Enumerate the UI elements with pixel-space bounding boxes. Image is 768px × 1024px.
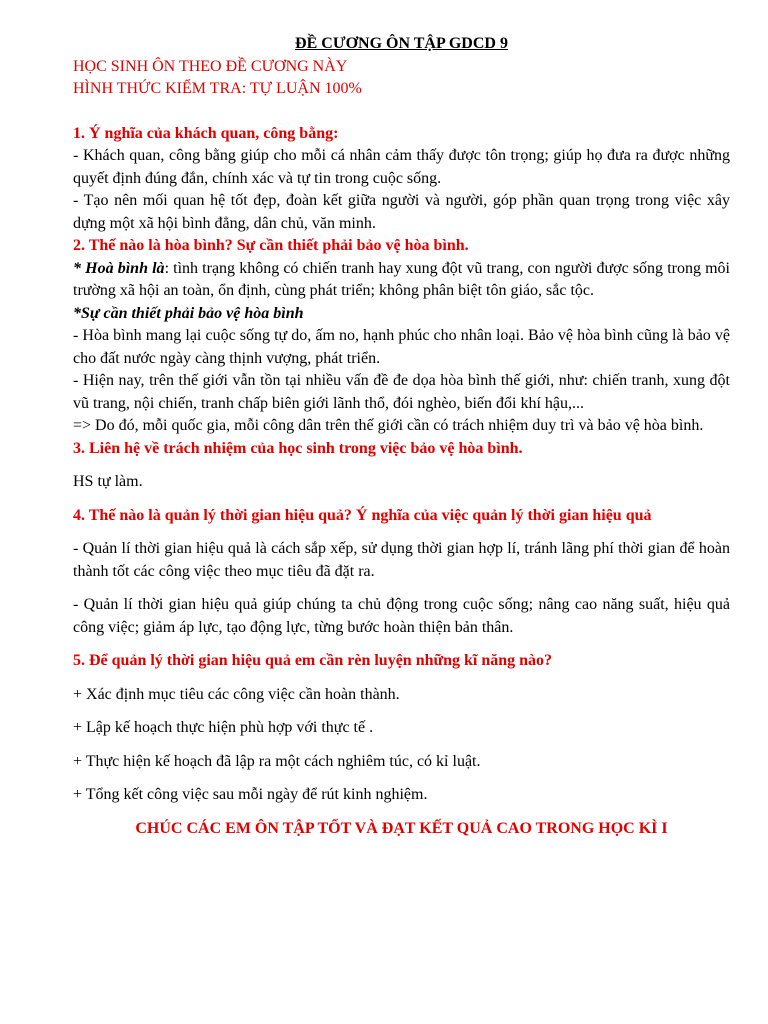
- section-2-paragraph: => Do đó, mỗi quốc gia, mỗi công dân trên thế giới cần có trách nhiệm duy trì và bảo vệ hòa bình.: [73, 417, 704, 434]
- skill-item: + Thực hiện kế hoạch đã lập ra một cách nghiêm túc, có kỉ luật.: [73, 752, 481, 770]
- section-4-paragraph: - Quản lí thời gian hiệu quả là cách sắp xếp, sử dụng thời gian hợp lí, tránh lãng phí thời gian để hoàn thành tốt các công việc theo mục tiêu đã đặt ra.: [73, 540, 730, 580]
- peace-definition-text: : tình trạng không có chiến tranh hay xung đột vũ trang, con người được sống trong môi trường xã hội an toàn, ổn định, cùng phát triển; không phân biệt tôn giáo, sắc tộc.: [73, 259, 731, 299]
- peace-necessity-label: *Sự cần thiết phải bảo vệ hòa bình: [73, 304, 304, 322]
- section-3-paragraph: HS tự làm.: [73, 473, 143, 490]
- document-page: [73, 33, 730, 840]
- closing-message: CHÚC CÁC EM ÔN TẬP TỐT VÀ ĐẠT KẾT QUẢ CAO TRONG HỌC KÌ I: [135, 819, 668, 837]
- skill-item: + Lập kế hoạch thực hiện phù hợp với thực tế .: [73, 719, 374, 736]
- section-4-heading: 4. Thế nào là quản lý thời gian hiệu quả? Ý nghĩa của việc quản lý thời gian hiệu quả: [73, 506, 652, 524]
- section-2-paragraph: - Hòa bình mang lại cuộc sống tự do, ấm no, hạnh phúc cho nhân loại. Bảo vệ hòa bình cũng là bảo vệ cho đất nước ngày càng thịnh vượng, phát triển.: [73, 327, 730, 367]
- section-1-paragraph: - Tạo nên mối quan hệ tốt đẹp, đoàn kết giữa người và người, góp phần quan trọng trong việc xây dựng một xã hội bình đẳng, dân chủ, văn minh.: [73, 192, 730, 232]
- section-5-heading: 5. Để quản lý thời gian hiệu quả em cần rèn luyện những kĩ năng nào?: [73, 652, 553, 669]
- section-1-paragraph: - Khách quan, công bằng giúp cho mỗi cá nhân cảm thấy được tôn trọng; giúp họ đưa ra được những quyết định đúng đắn, chính xác và tự tin trong cuộc sống.: [73, 147, 730, 187]
- instruction-line-1: HỌC SINH ÔN THEO ĐỀ CƯƠNG NÀY: [73, 57, 348, 75]
- skill-item: + Xác định mục tiêu các công việc cần hoàn thành.: [73, 685, 400, 703]
- section-2-paragraph: - Hiện nay, trên thế giới vẫn tồn tại nhiều vấn đề đe dọa hòa bình thế giới, như: chiến tranh, xung đột vũ trang, nội chiến, tranh chấp biên giới lãnh thổ, đói nghèo, biến đổi khí hậu,...: [73, 372, 730, 412]
- peace-definition: [73, 258, 730, 303]
- spacer: [73, 101, 730, 123]
- section-3-heading: 3. Liên hệ về trách nhiệm của học sinh trong việc bảo vệ hòa bình.: [73, 439, 523, 457]
- document-title: ĐỀ CƯƠNG ÔN TẬP GDCD 9: [295, 35, 508, 52]
- section-1-heading: 1. Ý nghĩa của khách quan, công bằng:: [73, 124, 339, 142]
- peace-definition-label: * Hoà bình là: [73, 259, 165, 277]
- instruction-line-2: HÌNH THỨC KIỂM TRA: TỰ LUẬN 100%: [73, 80, 362, 97]
- section-2-heading: 2. Thế nào là hòa bình? Sự cần thiết phải bảo vệ hòa bình.: [73, 237, 469, 254]
- section-4-paragraph: - Quản lí thời gian hiệu quả giúp chúng ta chủ động trong cuộc sống; nâng cao năng suất, hiệu quả công việc; giảm áp lực, tạo động lực, từng bước hoàn thiện bản thân.: [73, 596, 730, 636]
- skill-item: + Tổng kết công việc sau mỗi ngày để rút kinh nghiệm.: [73, 786, 428, 803]
